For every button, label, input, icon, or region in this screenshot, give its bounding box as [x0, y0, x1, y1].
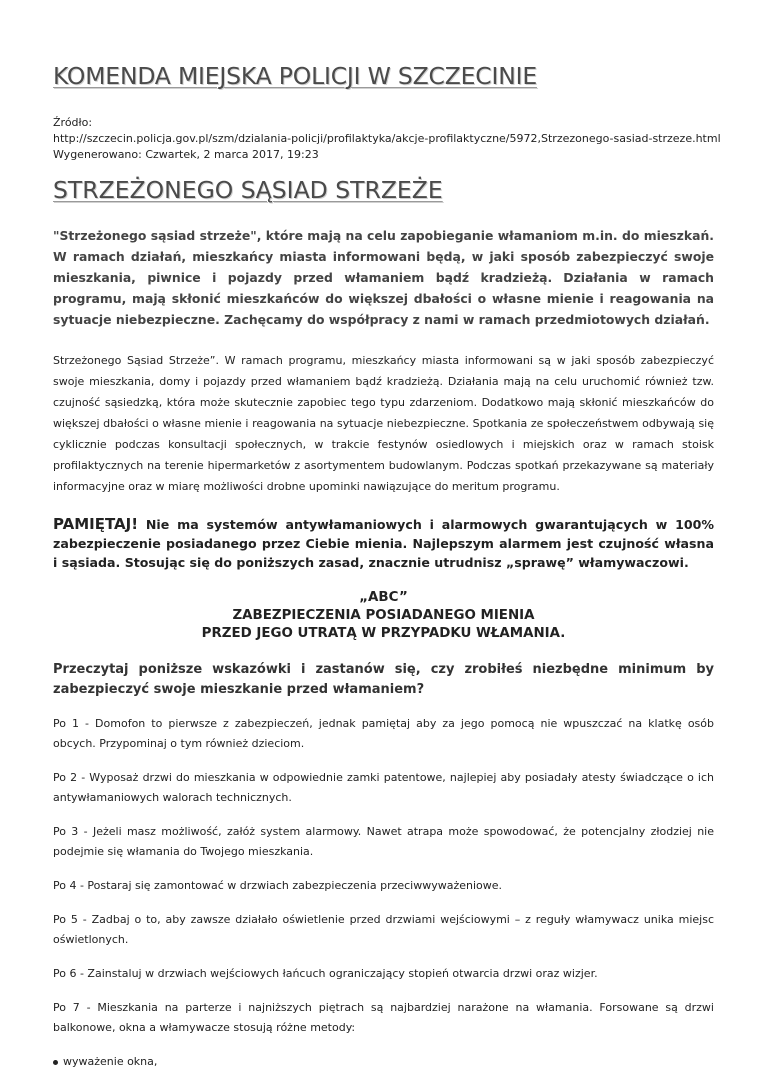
- tip-item-1: Po 1 - Domofon to pierwsze z zabezpieczeń, jednak pamiętaj aby za jego pomocą nie wpuszczać na klatkę osób obcych. Przypominaj o tym również dzieciom.: [53, 717, 714, 750]
- warning-text: Nie ma systemów antywłamaniowych i alarmowych gwarantujących w 100% zabezpieczenie posiadanego przez Ciebie mienia. Najlepszym alarmem jest czujność własna i sąsiada. Stosując się do poniższych zasad, znacznie utrudnisz „sprawę” włamywaczowi.: [53, 517, 714, 570]
- body-paragraph: Strzeżonego Sąsiad Strzeże”. W ramach programu, mieszkańcy miasta informowani są w jaki sposób zabezpieczyć swoje mieszkania, domy i pojazdy przed włamaniem bądź kradzieżą. Działania mają na celu uruchomić również tzw. czujność sąsiedzką, która może skutecznie zapobiec tego typu zdarzeniom. Dodatkowo mają skłonić mieszkańców do większej dbałości o własne mienie i reagowania na sytuacje niebezpieczne. Spotkania ze społeczeństwem odbywają się cyklicznie podczas konsultacji społecznych, w trakcie festynów osiedlowych i miejskich oraz w ramach stoisk profilaktycznych na terenie hipermarketów z asortymentem budowlanym. Podczas spotkań przekazywane są materiały informacyjne oraz w miarę możliwości drobne upominki nawiązujące do meritum programu.: [53, 354, 714, 493]
- article-title: STRZEŻONEGO SĄSIAD STRZEŻE: [53, 176, 443, 204]
- tip-item-5: Po 5 - Zadbaj o to, aby zawsze działało oświetlenie przed drzwiami wejściowymi – z reguły włamywacz unika miejsc oświetlonych.: [53, 913, 714, 946]
- method-list: [53, 1052, 714, 1072]
- abc-heading-line-3: PRZED JEGO UTRATĄ W PRZYPADKU WŁAMANIA.: [201, 626, 566, 641]
- abc-heading-line-2: ZABEZPIECZENIA POSIADANEGO MIENIA: [232, 608, 535, 623]
- question-line-2: zabezpieczyć swoje mieszkanie przed włamaniem?: [53, 682, 425, 697]
- abc-heading-line-1: „ABC”: [359, 590, 408, 605]
- org-title: KOMENDA MIEJSKA POLICJI W SZCZECINIE: [53, 62, 538, 90]
- source-url[interactable]: http://szczecin.policja.gov.pl/szm/dzialania-policji/profilaktyka/akcje-profilaktyczne/5972,Strzezonego-sasiad-strzeze.html: [53, 132, 721, 145]
- abc-heading: [53, 589, 714, 643]
- lead-paragraph: [53, 225, 714, 330]
- generated-timestamp: Wygenerowano: Czwartek, 2 marca 2017, 19:23: [53, 148, 319, 161]
- question-line-1: Przeczytaj poniższe wskazówki i zastanów się, czy zrobiłeś niezbędne minimum by: [53, 662, 714, 677]
- warning-paragraph: [53, 515, 714, 572]
- lead-normal: [552, 270, 563, 285]
- tip-item-7: Po 7 - Mieszkania na parterze i najniższych piętrach są najbardziej narażone na włamania. Forsowane są drzwi balkonowe, okna a włamywacze stosują różne metody:: [53, 1001, 714, 1034]
- tip-item-2: Po 2 - Wyposaż drzwi do mieszkania w odpowiednie zamki patentowe, najlepiej aby posiadały atesty świadczące o ich antywłamaniowych walorach technicznych.: [53, 771, 714, 804]
- tip-item-6: Po 6 - Zainstaluj w drzwiach wejściowych łańcuch ograniczający stopień otwarcia drzwi oraz wizjer.: [53, 967, 598, 980]
- lead-bold-2: Działania w ramach programu, mają skłonić mieszkańców do większej dbałości o własne mienie i reagowania na sytuacje niebezpieczne. Zachęcamy do współpracy z nami w ramach przedmiotowych działań.: [53, 270, 715, 327]
- source-meta: [53, 115, 721, 163]
- warning-label: PAMIĘTAJ!: [53, 515, 139, 533]
- lead-bold-1: "Strzeżonego sąsiad strzeże", które mają na celu zapobieganie włamaniom m.in. do mieszkań. W ramach działań, mieszkańcy miasta informowani będą, w jaki sposób zabezpieczyć swoje mieszkania, piwnice i pojazdy przed włamaniem bądź kradzieżą.: [53, 228, 714, 285]
- method-list-item: wyważenie okna,: [53, 1052, 714, 1072]
- tip-item-4: Po 4 - Postaraj się zamontować w drzwiach zabezpieczenia przeciwwyważeniowe.: [53, 879, 503, 892]
- question-paragraph: [53, 660, 714, 700]
- source-label: Źródło:: [53, 116, 93, 129]
- tip-item-3: Po 3 - Jeżeli masz możliwość, załóż system alarmowy. Nawet atrapa może spowodować, że potencjalny złodziej nie podejmie się włamania do Twojego mieszkania.: [53, 825, 714, 858]
